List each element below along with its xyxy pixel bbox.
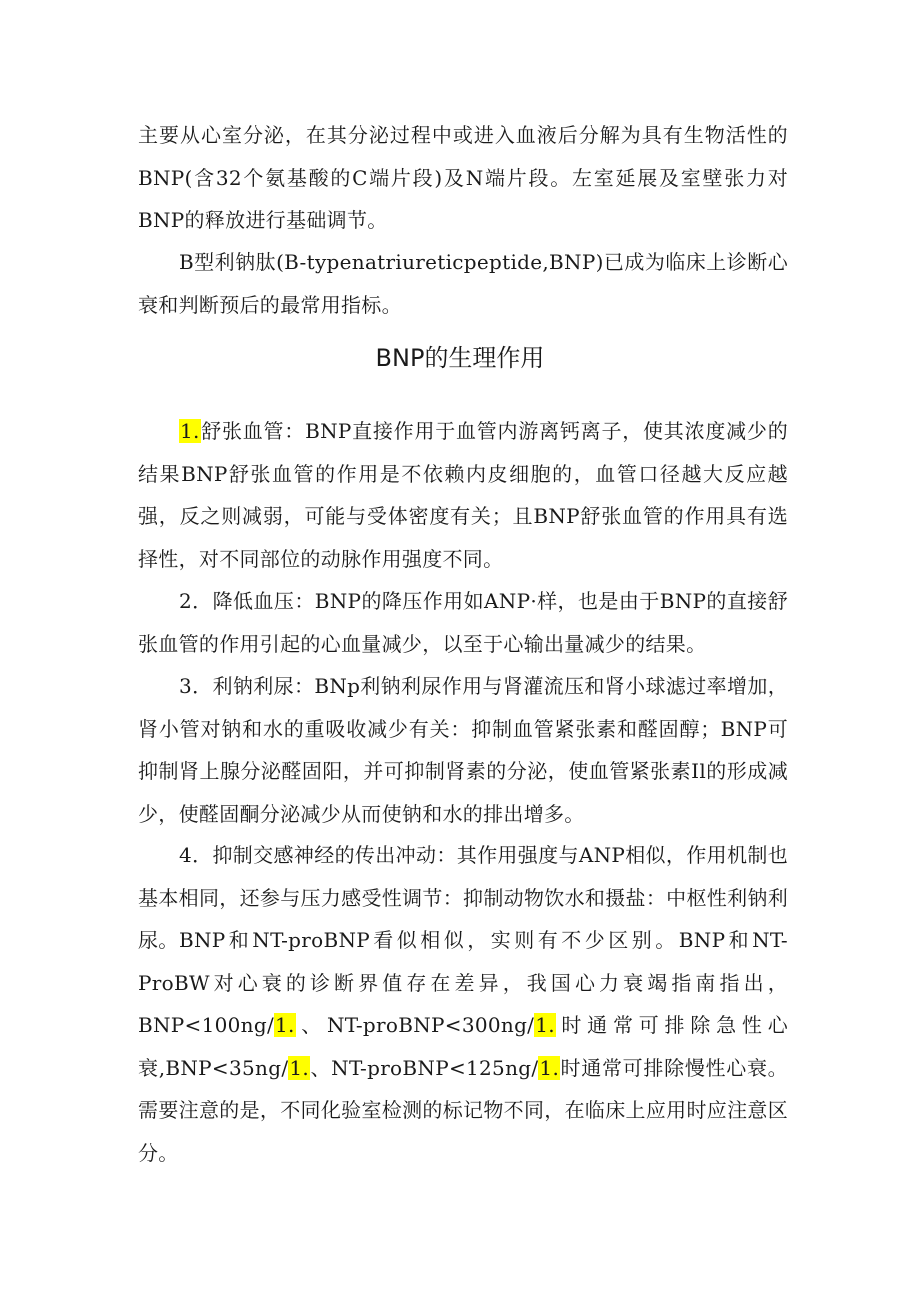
item-number: 3． — [179, 674, 213, 698]
section-title: BNP的生理作用 — [375, 344, 545, 372]
item-number: 2． — [179, 589, 213, 613]
closing-text: 时通常可排除慢性心衰。需要注意的是，不同化验室检测的标记物不同，在临床上应用时应注意区分。 — [138, 1055, 788, 1165]
list-item-3 — [138, 665, 788, 835]
intro-paragraph-1: 主要从心室分泌，在其分泌过程中或进入血液后分解为具有生物活性的BNP(含32个氨基酸的C端片段)及N端片段。左室延展及室壁张力对BNP的释放进行基础调节。 — [138, 123, 788, 232]
intro-paragraph-2: B型利钠肽(B-typenatriureticpeptide,BNP)已成为临床上诊断心衰和判断预后的最常用指标。 — [138, 250, 788, 317]
unit-highlight: 1. — [539, 1055, 560, 1080]
list-item-1 — [138, 410, 788, 580]
closing-text: 、NT-proBNP<125ng/ — [310, 1055, 539, 1080]
closing-paragraph — [138, 919, 788, 1174]
item-number-highlight: 1. — [180, 419, 200, 443]
list-item-text: 利钠利尿：BNp利钠利尿作用与肾灌流压和肾小球滤过率增加，肾小管对钠和水的重吸收减少有关：抑制血管紧张素和醛固醇；BNP可抑制肾上腺分泌醛固阳，并可抑制肾素的分泌，使血管紧张素Il的形成减少，使醛固酮分泌减少从而使钠和水的排出增多。 — [138, 674, 788, 826]
closing-text: BNP和NT-proBNP看似相似，实则有不少区别。BNP和NT-ProBW对心衰的诊断界值存在差异，我国心力衰竭指南指出，BNP<100ng/ — [138, 928, 788, 1037]
closing-text: 时通常可排除急性心衰,BNP<35ng/ — [138, 1013, 788, 1080]
list-item-2 — [138, 580, 788, 665]
list-item-text: 降低血压：BNP的降压作用如ANP·样，也是由于BNP的直接舒张血管的作用引起的心血量减少，以至于心输出量减少的结果。 — [138, 589, 788, 656]
item-number: 4． — [179, 843, 213, 867]
unit-highlight: 1. — [275, 1013, 295, 1037]
list-item-text: 抑制交感神经的传出冲动：其作用强度与ANP相似，作用机制也基本相同，还参与压力感受性调节：抑制动物饮水和摄盐：中枢性利钠利尿。 — [138, 843, 788, 952]
closing-text: 、NT-proBNP<300ng/ — [295, 1013, 535, 1037]
unit-highlight: 1. — [535, 1013, 555, 1037]
list-item-text: 舒张血管：BNP直接作用于血管内游离钙离子，使其浓度减少的结果BNP舒张血管的作用是不依赖内皮细胞的，血管口径越大反应越强，反之则减弱，可能与受体密度有关；且BNP舒张血管的作用具有选择性，对不同部位的动脉作用强度不同。 — [138, 419, 788, 571]
unit-highlight: 1. — [289, 1055, 310, 1080]
